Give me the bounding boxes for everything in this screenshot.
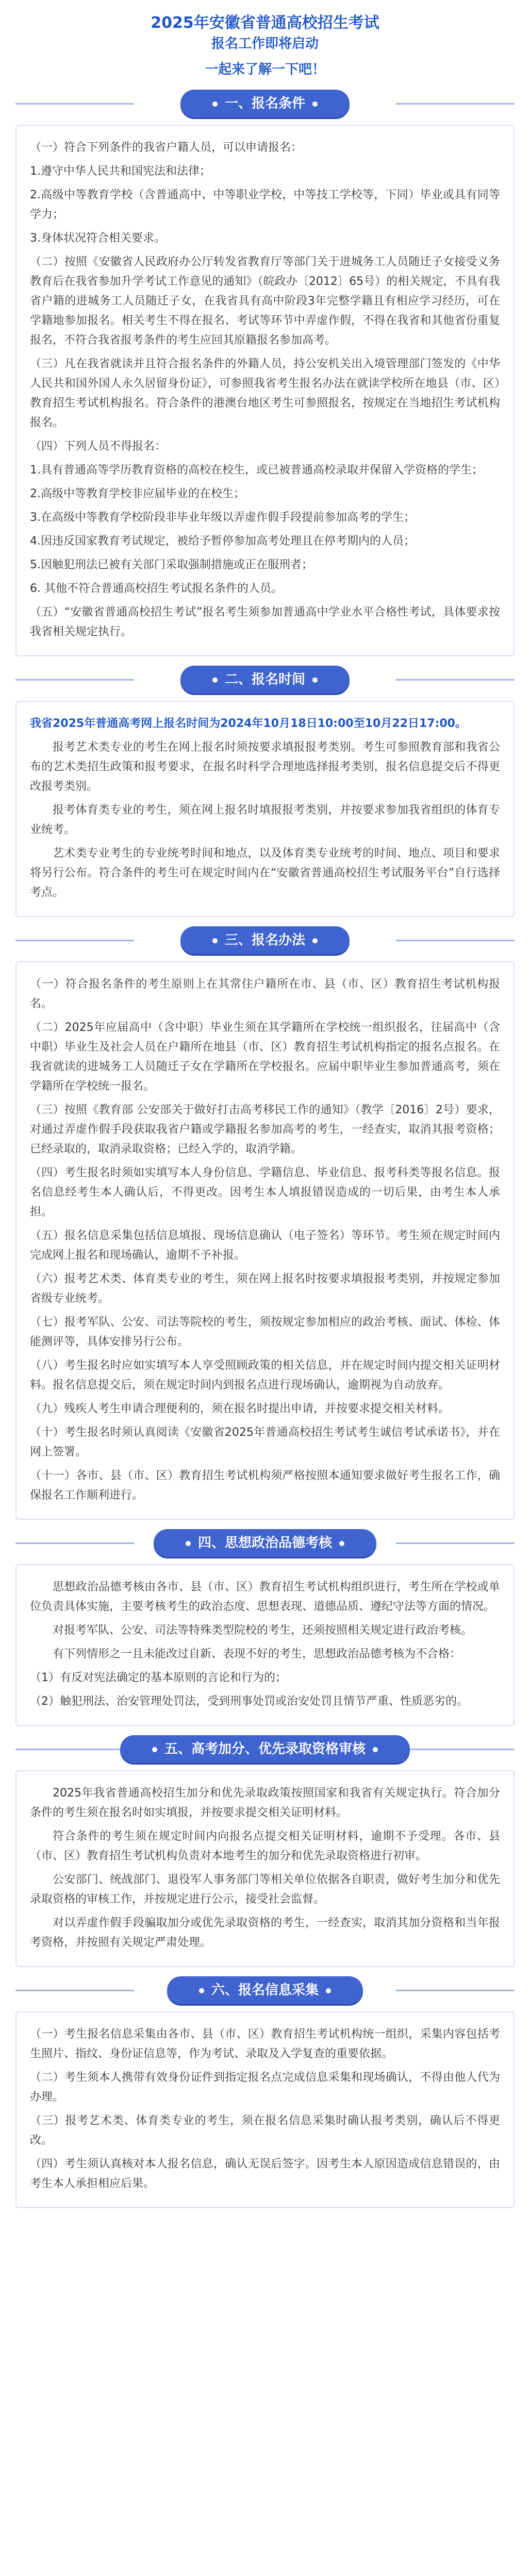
dot-icon [212, 677, 218, 683]
paragraph: 对以弄虚作假手段骗取加分或优先录取资格的考生，一经查实，取消其加分资格和当年报考资格，并按照有关规定严肃处理。 [30, 1917, 500, 1949]
paragraph: （九）残疾人考生申请合理便利的，须在报名时提出申请，并按要求提交相关材料。 [30, 1402, 450, 1415]
dot-icon [339, 1541, 344, 1546]
section-heading-pill [180, 666, 350, 693]
page-tagline: 一起来了解一下吧！ [204, 62, 325, 77]
dot-icon [212, 101, 218, 107]
section-heading-pill [167, 1976, 363, 2004]
paragraph: （二）考生须本人携带有效身份证件到指定报名点完成信息采集和现场确认，不得由他人代为办理。 [30, 2071, 500, 2104]
section-heading: 三、报名办法 [224, 933, 306, 948]
divider-line [396, 103, 515, 105]
paragraph: 3.身体状况符合相关要求。 [30, 232, 165, 245]
page-title: 2025年安徽省普通高校招生考试 [151, 14, 379, 32]
paragraph: 2025年我省普通高校招生加分和优先录取政策按照国家和我省有关规定执行。符合加分条件的考生须在报名时如实填报，并按要求提交相关证明材料。 [30, 1787, 500, 1819]
paragraph: （五）报名信息采集包括信息填报、现场信息确认（电子签名）等环节。考生须在规定时间内完成网上报名和现场确认，逾期不予补报。 [30, 1229, 500, 1262]
paragraph: 6. 其他不符合普通高校招生考试报名条件的人员。 [30, 582, 283, 595]
paragraph: （二）按照《安徽省人民政府办公厅转发省教育厅等部门关于进城务工人员随迁子女接受义务教育后在我省参加升学考试工作意见的通知》（皖政办〔2012〕65号）的相关规定，不具有我省户籍的进城务工人员随迁子女，在我省具有高中阶段3年完整学籍且有相应学习经历，可在学籍地参加报名。相关考生不得在报名、考试等环节中弄虚作假，不得在我省和其他省份重复报名，不符合我省报考条件的考生应回其原籍报名参加高考。 [30, 256, 500, 347]
section-heading-banner [15, 90, 515, 117]
paragraph: 报考体育类专业的考生，须在网上报名时填报报考类别，并按要求参加我省组织的体育专业统考。 [30, 804, 500, 836]
paragraph: 公安部门、统战部门、退役军人事务部门等相关单位依据各自职责，做好考生加分和优先录取资格的审核工作，并按规定进行公示，接受社会监督。 [30, 1873, 500, 1906]
dot-icon [312, 677, 318, 683]
paragraph: （一）考生报名信息采集由各市、县（市、区）教育招生考试机构统一组织，采集内容包括考生照片、指纹、身份证信息等，作为考试、录取及入学复查的重要依据。 [30, 2028, 500, 2060]
divider-line [15, 679, 134, 681]
paragraph: 4.因违反国家教育考试规定，被给予暂停参加高考处理且在停考期内的人员； [30, 535, 415, 548]
section-card [15, 701, 515, 917]
section-heading-banner [15, 1976, 515, 2004]
section-heading-banner [15, 1529, 515, 1557]
paragraph: 1.遵守中华人民共和国宪法和法律； [30, 165, 211, 178]
section-card [15, 961, 515, 1520]
paragraph: （四）考生报名时须如实填写本人身份信息、学籍信息、毕业信息、报考科类等报名信息。报名信息经考生本人确认后，不得更改。因考生本人填报错误造成的一切后果，由考生本人承担。 [30, 1166, 500, 1218]
dot-icon [326, 1988, 331, 1993]
divider-line [396, 1543, 515, 1544]
paragraph: （三）按照《教育部 公安部关于做好打击高考移民工作的通知》（教学〔2016〕2号）要求，对通过弄虚作假手段获取我省户籍或学籍报名参加高考的考生，一经查实，取消其报考资格；已经录取的，取消录取资格；已经入学的，取消学籍。 [30, 1104, 500, 1156]
paragraph: 2.高级中等教育学校非应届毕业的在校生； [30, 487, 245, 500]
sections-container [15, 90, 515, 2208]
paragraph: （五）“安徽省普通高校招生考试”报名考生须参加普通高中学业水平合格性考试，具体要求按我省相关规定执行。 [30, 606, 500, 638]
section-heading: 一、报名条件 [224, 96, 306, 111]
divider-line [15, 940, 134, 941]
paragraph: 艺术类专业考生的专业统考时间和地点，以及体育类专业统考的时间、地点、项目和要求将另行公布。符合条件的考生可在规定时间内在“安徽省普通高校招生考试服务平台”自行选择考点。 [30, 847, 500, 899]
section-heading: 六、报名信息采集 [211, 1982, 319, 1998]
paragraph: （1）有反对宪法确定的基本原则的言论和行为的； [30, 1671, 287, 1684]
paragraph: （七）报考军队、公安、司法等院校的考生，须按规定参加相应的政治考核、面试、体检、体能测评等，具体安排另行公布。 [30, 1316, 500, 1348]
paragraph: （四）下列人员不得报名： [30, 440, 167, 453]
dot-icon [186, 1541, 191, 1546]
paragraph: 对报考军队、公安、司法等特殊类型院校的考生，还须按照相关规定进行政治考核。 [53, 1624, 473, 1637]
section-heading-banner [15, 666, 515, 693]
page-subtitle: 报名工作即将启动 [211, 36, 319, 52]
paragraph: （三）报考艺术类、体育类专业的考生，须在报名信息采集时确认报考类别，确认后不得更改。 [30, 2114, 500, 2147]
divider-line [396, 679, 515, 681]
divider-line [396, 1749, 515, 1750]
paragraph: 5.因触犯刑法已被有关部门采取强制措施或正在服刑者； [30, 558, 313, 571]
section-card [15, 1770, 515, 1967]
dot-icon [312, 101, 318, 107]
section-heading-banner [15, 926, 515, 954]
paragraph: 3.在高级中等教育学校阶段非毕业年级以弄虚作假手段提前参加高考的学生； [30, 511, 415, 524]
paragraph: （十一）各市、县（市、区）教育招生考试机构须严格按照本通知要求做好考生报名工作，确保报名工作顺利进行。 [30, 1469, 500, 1502]
section-heading: 二、报名时间 [224, 672, 306, 687]
paragraph: （一）符合报名条件的考生原则上在其常住户籍所在市、县（市、区）教育招生考试机构报名。 [30, 978, 500, 1010]
paragraph: （十）考生报名时须认真阅读《安徽省2025年普通高校招生考试考生诚信考试承诺书》，并在网上签署。 [30, 1426, 500, 1459]
paragraph: （2）触犯刑法、治安管理处罚法，受到刑事处罚或治安处罚且情节严重、性质恶劣的。 [30, 1695, 468, 1708]
paragraph: 符合条件的考生须在规定时间内向报名点提交相关证明材料，逾期不予受理。各市、县（市、区）教育招生考试机构负责对本地考生的加分和优先录取资格进行初审。 [30, 1830, 500, 1862]
dot-icon [152, 1747, 157, 1752]
paragraph: （二）2025年应届高中（含中职）毕业生须在其学籍所在学校统一组织报名，往届高中（含中职）毕业生及社会人员在户籍所在地县（市、区）教育招生考试机构指定的报名点报名。在我省就读的进城务工人员随迁子女在学籍所在学校报名。应届中职毕业生参加普通高考，须在学籍所在学校统一报名。 [30, 1021, 500, 1093]
divider-line [396, 940, 515, 941]
section-heading-pill [180, 90, 350, 117]
divider-line [15, 1990, 134, 1991]
divider-line [15, 1543, 134, 1544]
section-heading-pill [154, 1529, 376, 1557]
dot-icon [199, 1988, 204, 1993]
section-card [15, 125, 515, 656]
page-header [15, 12, 515, 79]
paragraph: （三）凡在我省就读并且符合报名条件的外籍人员，持公安机关出入境管理部门签发的《中华人民共和国外国人永久居留身份证》，可参照我省考生报名办法在就读学校所在地县（市、区）教育招生考试机构报名。符合条件的港澳台地区考生可参照报名，按规定在当地招生考试机构报名。 [30, 358, 500, 429]
divider-line [15, 103, 134, 105]
dot-icon [373, 1747, 378, 1752]
section-heading-banner [15, 1735, 515, 1763]
section-card [15, 2011, 515, 2208]
paragraph: （一）符合下列条件的我省户籍人员，可以申请报名： [30, 141, 303, 154]
paragraph: （六）报考艺术类、体育类专业的考生，须在网上报名时按要求填报报考类别，并按规定参加省级专业统考。 [30, 1273, 500, 1305]
paragraph: 我省2025年普通高考网上报名时间为2024年10月18日10:00至10月22日17:00。 [30, 717, 467, 730]
paragraph: 报考艺术类专业的考生在网上报名时须按要求填报报考类别。考生可参照教育部和我省公布的艺术类招生政策和报考要求，在报名时科学合理地选择报考类别，报名信息提交后不得更改报考类别。 [30, 741, 500, 793]
divider-line [15, 1749, 134, 1750]
paragraph: 1.具有普通高等学历教育资格的高校在校生，或已被普通高校录取并保留入学资格的学生； [30, 464, 483, 477]
dot-icon [212, 938, 218, 943]
paragraph: 有下列情形之一且未能改过自新、表现不好的考生，思想政治品德考核为不合格： [53, 1648, 461, 1660]
section-heading: 五、高考加分、优先录取资格审核 [164, 1741, 366, 1757]
section-heading: 四、思想政治品德考核 [197, 1535, 333, 1551]
paragraph: （八）考生报名时应如实填写本人享受照顾政策的相关信息，并在规定时间内提交相关证明材料。报名信息提交后，须在规定时间内到报名点进行现场确认，逾期视为自动放弃。 [30, 1359, 500, 1392]
paragraph: 2.高级中等教育学校（含普通高中、中等职业学校，中等技工学校等，下同）毕业或具有同等学力； [30, 189, 500, 221]
section-heading-pill [120, 1735, 410, 1763]
divider-line [396, 1990, 515, 1991]
section-heading-pill [180, 926, 350, 954]
dot-icon [312, 938, 318, 943]
section-card [15, 1564, 515, 1726]
paragraph: （四）考生须认真核对本人报名信息，确认无误后签字。因考生本人原因造成信息错误的，由考生本人承担相应后果。 [30, 2158, 500, 2190]
paragraph: 思想政治品德考核由各市、县（市、区）教育招生考试机构组织进行，考生所在学校或单位负责具体实施，主要考核考生的政治态度、思想表现、道德品质、遵纪守法等方面的情况。 [30, 1581, 500, 1613]
